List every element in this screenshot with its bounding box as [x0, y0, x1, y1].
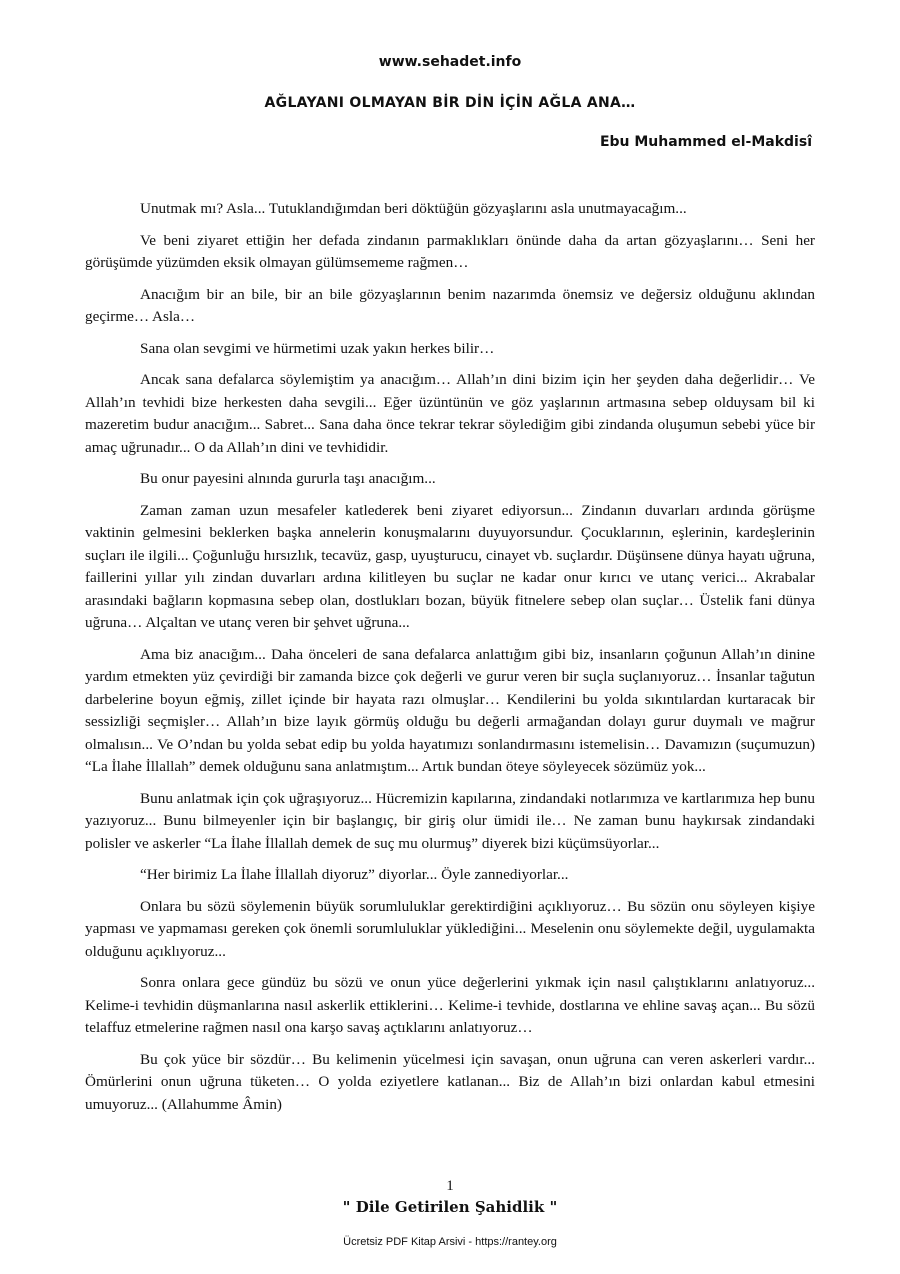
author-name: Ebu Muhammed el-Makdisî — [599, 134, 812, 150]
paragraph: Anacığım bir an bile, bir an bile gözyaşlarının benim nazarımda önemsiz ve değersiz olduğunu aklından geçirme… Asla… — [85, 285, 815, 325]
document-body — [85, 198, 815, 1125]
paragraph: Bunu anlatmak için çok uğraşıyoruz... Hücremizin kapılarına, zindandaki notlarımıza ve kartlarımıza hep bunu yazıyoruz... Bunu bilmeyenler için bir başlangıç, bir giriş olur ümidi ile… Ne zaman bunu haykırsak zindandaki polisler ve askerler “La İlahe İllallah demek de suç mu olurmuş” diyerek bizi küçümsüyorlar... — [85, 789, 815, 852]
site-url: www.sehadet.info — [378, 54, 522, 70]
paragraph: Onlara bu sözü söylemenin büyük sorumluluklar gerektirdiğini açıklıyoruz… Bu sözün onu söyleyen kişiye yapması ve yapmaması gereken çok önemli sorumluluklar yüklediğini... Meselenin onu söylemekte değil, uygulamakta olduğunu açıklıyoruz... — [85, 897, 815, 960]
paragraph: Sonra onlara gece gündüz bu sözü ve onun yüce değerlerini yıkmak için nasıl çalıştıklarını anlatıyoruz... Kelime-i tevhidin düşmanlarına nasıl askerlik ettiklerini… Kelime-i tevhide, dostlarına ve ehline savaş açan... Bu sözü telaffuz etmelerine rağmen nasıl ona karşo savaş açtıklarını anlatıyoruz… — [85, 974, 815, 1036]
paragraph: Ve beni ziyaret ettiğin her defada zindanın parmaklıkları önünde daha da artan gözyaşlarını… Seni her görüşümde yüzümden eksik olmayan gülümsememe rağmen… — [85, 231, 815, 271]
document-title: AĞLAYANI OLMAYAN BİR DİN İÇİN AĞLA ANA… — [264, 95, 636, 111]
paragraph: Unutmak mı? Asla... Tutuklandığımdan beri döktüğün gözyaşlarını asla unutmayacağım... — [140, 200, 687, 217]
paragraph: Ancak sana defalarca söylemiştim ya anacığım… Allah’ın dini bizim için her şeyden daha değerlidir… Ve Allah’ın tevhidi bize herkesten daha sevgili... Eğer üzüntünün ve göz yaşlarının artmasına sebep olduysam bil ki mazeretim budur anacığım... Sabret... Sana daha önce tekrar tekrar söylediğim gibi zindanda oluşumun sebebi yüce bir amaç uğrunadır... O da Allah’ın dini ve tevhididir. — [85, 371, 815, 456]
paragraph: Sana olan sevgimi ve hürmetimi uzak yakın herkes bilir… — [140, 339, 495, 357]
paragraph: Bu çok yüce bir sözdür… Bu kelimenin yücelmesi için savaşan, onun uğruna can veren askerleri vardır... Ömürlerini onun uğruna tüketen… O yolda eziyetlere katlanan... Biz de Allah’ın bizi onlardan kabul etmesini umuyoruz... (Allahumme Âmin) — [85, 1050, 815, 1113]
page-number: 1 — [446, 1178, 454, 1194]
footer-note: Ücretsiz PDF Kitap Arsivi - https://rantey.org — [343, 1236, 557, 1248]
paragraph: Ama biz anacığım... Daha önceleri de sana defalarca anlattığım gibi biz, insanların çoğunun Allah’ın dinine yardım etmekten yüz çevirdiği bir zamanda bizce çok değerli ve gurur veren bir suçla suçlanıyoruz… İnsanlar tağutun darbelerine boyun eğmiş, zillet içinde bir hayata razı olmuşlar… Kendilerini bu yolda sıkıntılardan kurtaracak bir sessizliği seçmişler… Allah’ın bize layık görmüş olduğu bu değerli armağandan dolayı gurur duymalı ve mağrur olmalısın... Ve O’ndan bu yolda sebat edip bu yolda hayatımızı sonlandırmasını istemelisin… Davamızın (suçumuzun) “La İlahe İllallah” demek olduğunu sana anlatmıştım... Artık bundan öteye söyleyecek sözümüz yok... — [85, 645, 815, 775]
book-title: " Dile Getirilen Şahidlik " — [342, 1198, 558, 1216]
paragraph: Bu onur payesini alnında gururla taşı anacığım... — [140, 470, 436, 487]
paragraph: Zaman zaman uzun mesafeler katlederek beni ziyaret ediyorsun... Zindanın duvarları ardında görüşme vaktinin gelmesini beklerken başka annelerin konuşmalarını duyuyorsundur. Çocuklarının, eşlerinin, kardeşlerinin suçları ile ilgili... Çoğunluğu hırsızlık, tecavüz, gasp, uyuşturucu, cinayet vb. suçlardır. Düşünsene dünya hayatı uğruna, faillerini yıllar yılı zindan duvarları ardına kilitleyen bu suçlar ne kadar onur kırıcı ve utanç verici... Akrabalar arasındaki bağların kopmasına sebep olan, dostlukları bozan, büyük fitnelere sebep olan suçlar… Üstelik fani dünya uğruna… Alçaltan ve utanç veren bir şehvet uğruna... — [85, 501, 815, 631]
paragraph: “Her birimiz La İlahe İllallah diyoruz” diyorlar... Öyle zannediyorlar... — [140, 866, 569, 883]
